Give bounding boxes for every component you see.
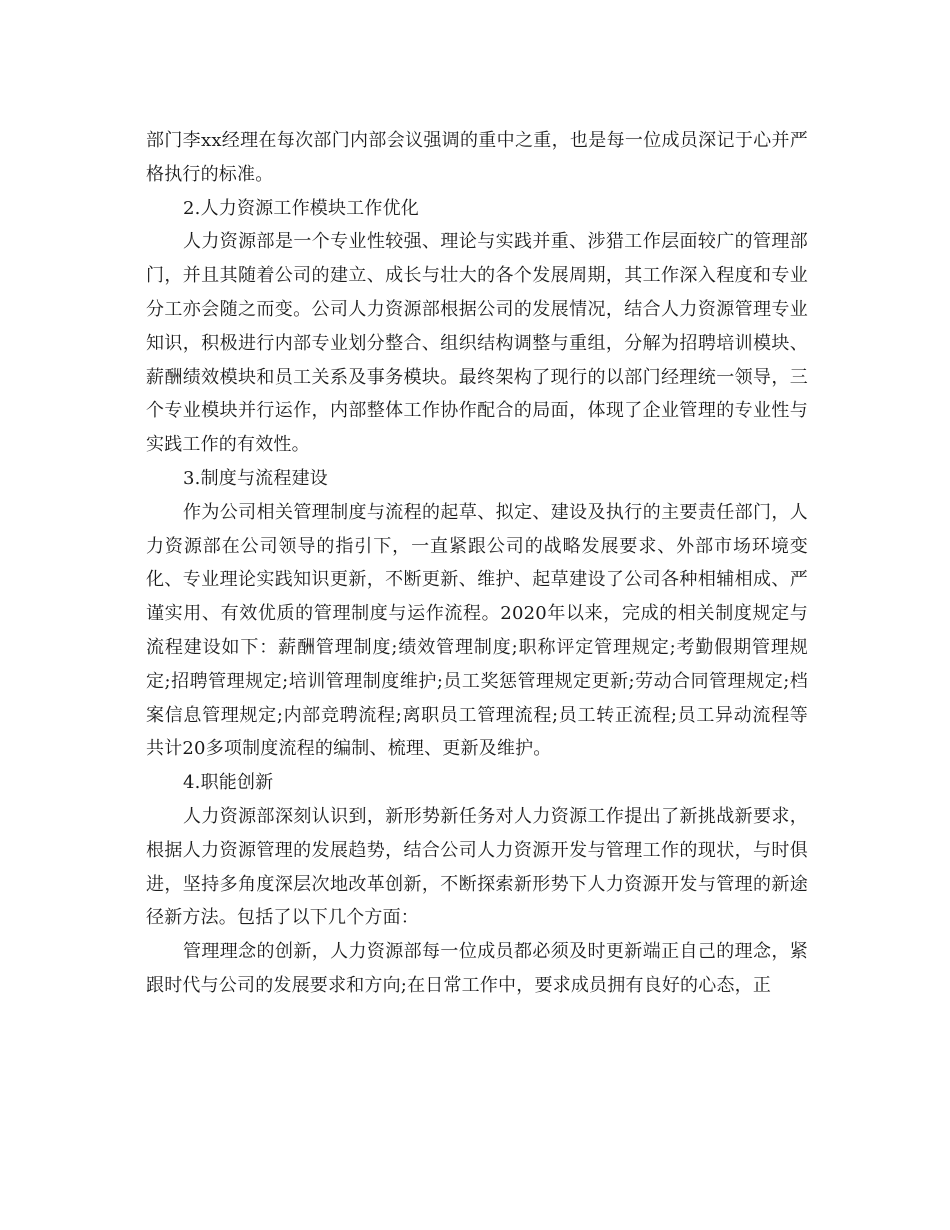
paragraph-innovation: 人力资源部深刻认识到，新形势新任务对人力资源工作提出了新挑战新要求，根据人力资源管理的发展趋势，结合公司人力资源开发与管理工作的现状，与时俱进，坚持多角度深层次地改革创新，不断探索新形势下人力资源开发与管理的新途径新方法。包括了以下几个方面： <box>146 805 808 929</box>
paragraph-management-concept: 管理理念的创新，人力资源部每一位成员都必须及时更新端正自己的理念，紧跟时代与公司的发展要求和方向;在日常工作中，要求成员拥有良好的心态，正 <box>146 941 808 996</box>
paragraph-continuation: 部门李xx经理在每次部门内部会议强调的重中之重，也是每一位成员深记于心并严格执行的标准。 <box>146 130 808 185</box>
section-heading-3: 3.制度与流程建设 <box>183 467 328 489</box>
document-body <box>146 124 808 1003</box>
section-heading-2: 2.人力资源工作模块工作优化 <box>183 197 419 219</box>
section-heading-4: 4.职能创新 <box>183 772 274 794</box>
paragraph-system-process: 作为公司相关管理制度与流程的起草、拟定、建设及执行的主要责任部门，人力资源部在公司领导的指引下，一直紧跟公司的战略发展要求、外部市场环境变化、专业理论实践知识更新，不断更新、维护、起草建设了公司各种相辅相成、严谨实用、有效优质的管理制度与运作流程。2020年以来，完成的相关制度规定与流程建设如下：薪酬管理制度;绩效管理制度;职称评定管理规定;考勤假期管理规定;招聘管理规定;培训管理制度维护;员工奖惩管理规定更新;劳动合同管理规定;档案信息管理规定;内部竞聘流程;离职员工管理流程;员工转正流程;员工异动流程等共计20多项制度流程的编制、梳理、更新及维护。 <box>146 501 808 760</box>
paragraph-hr-modules: 人力资源部是一个专业性较强、理论与实践并重、涉猎工作层面较广的管理部门，并且其随着公司的建立、成长与壮大的各个发展周期，其工作深入程度和专业分工亦会随之而变。公司人力资源部根据公司的发展情况，结合人力资源管理专业知识，积极进行内部专业划分整合、组织结构调整与重组，分解为招聘培训模块、薪酬绩效模块和员工关系及事务模块。最终架构了现行的以部门经理统一领导，三个专业模块并行运作，内部整体工作协作配合的局面，体现了企业管理的专业性与实践工作的有效性。 <box>146 231 808 456</box>
